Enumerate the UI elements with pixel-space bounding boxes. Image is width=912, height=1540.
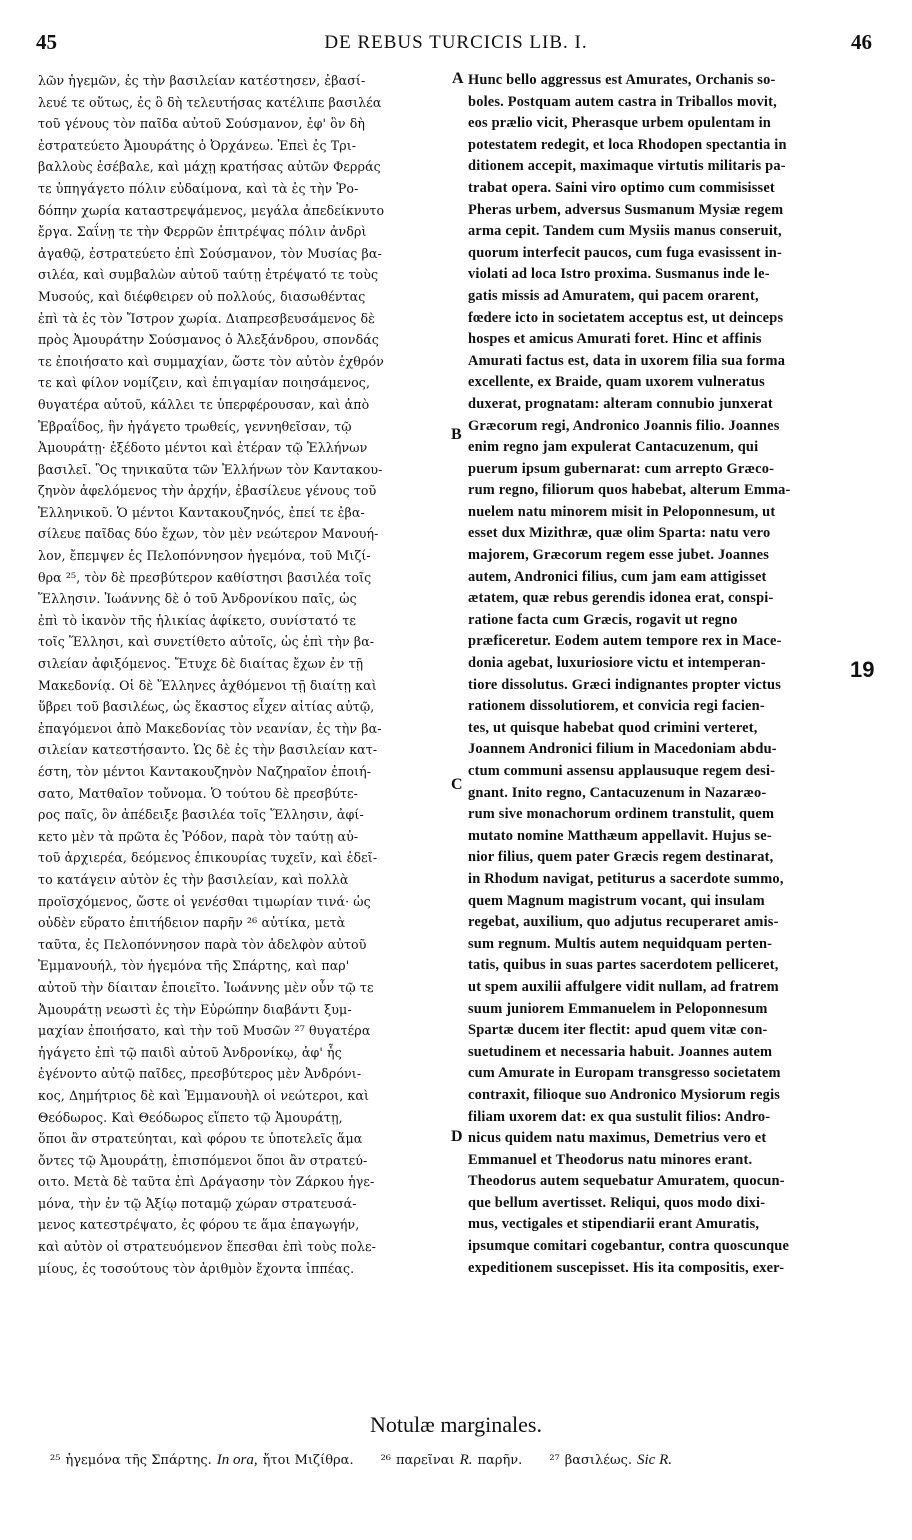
greek-text-line: θυγατέρα αὐτοῦ, κάλλει τε ὑπερφέρουσαν, καὶ ἀπὸ (38, 396, 370, 412)
latin-text-line: fœdere icto in societatem acceptus est, ut deinceps (468, 309, 784, 326)
greek-text-line: Ἑλληνικοῦ. Ὁ μέντοι Καντακουζηνός, ἐπεί τε ἐβα- (38, 504, 365, 520)
note-entry (381, 1453, 528, 1468)
greek-text-line: σίλευε παῖδας δύο ἔχων, τὸν μὲν νεώτερον Μανουή- (38, 526, 379, 542)
greek-text-line: ἔργα. Σαΐνῃ τε τὴν Φερρῶν ἐπιτρέψας πόλιν ἀνδρὶ (38, 224, 367, 240)
greek-text-line: δόπην χωρία καταστρεψάμενος, μεγάλα ἀπεδείκνυτο (38, 202, 385, 218)
greek-text-line: ρος παῖς, ὃν ἀπέδειξε βασιλέα τοῖς Ἕλλησιν, ἀφί- (38, 807, 364, 823)
greek-text-column (38, 70, 450, 1279)
latin-text-line: tes, ut quisque habebat quod crimini verteret, (468, 719, 758, 736)
greek-text-line: ἐγένοντο αὐτῷ παῖδες, πρεσβύτερος μὲν Ἀνδρόνι- (38, 1066, 362, 1082)
latin-text-line: rationem dissolutiorem, et convicia regi facien- (468, 698, 765, 715)
latin-text-column (468, 70, 880, 1279)
notes-title: Notulæ marginales. (370, 1412, 542, 1437)
latin-text-line: ipsumque comitari cogebantur, contra quoscunque (468, 1238, 790, 1255)
note-greek-text: βασιλέως. (564, 1453, 633, 1468)
note-entry (50, 1453, 359, 1468)
greek-text-line: έστη, τὸν μέντοι Καντακουζηνὸν Ναζηραῖον ἐποιή- (38, 764, 372, 779)
latin-text-line: puerum ipsum gubernarat: cum arrepto Græco- (468, 460, 775, 477)
latin-text-line: contraxit, filioque suo Andronico Mysiorum regis (468, 1086, 781, 1103)
latin-text-line: donia agebat, luxuriosiore victu et intemperan- (468, 655, 766, 672)
greek-text-line: ἐπὶ τὸ ἱκανὸν τῆς ἡλικίας ἀφίκετο, συνίστατό τε (38, 612, 357, 628)
latin-text-line: ut spem auxilii affulgere vidit nullam, ad fratrem (468, 978, 779, 995)
latin-text-line: in Rhodum navigat, petiturus a sacerdote summo, (468, 870, 784, 887)
marginal-notes (50, 1452, 892, 1469)
latin-text-line: Spartæ ducem iter flectit: apud quem vitæ con- (468, 1022, 768, 1039)
greek-text-line: τοῦ ἀρχιερέα, δεόμενος ἐπικουρίας τυχεῖν, καὶ ἐδεῖ- (38, 850, 378, 866)
greek-text-line: λῶν ἡγεμῶν, ἐς τὴν βασιλείαν κατέστησεν, ἐβασί- (38, 73, 366, 88)
latin-text-line: violati ad loca Istro proxima. Susmanus inde le- (468, 266, 770, 283)
latin-text-line: gnant. Inito regno, Cantacuzenum in Nazaræo- (468, 784, 767, 801)
latin-text-line: majorem, Græcorum regem esse jubet. Joannes (468, 547, 770, 564)
greek-text-line: τοῦ γένους τὸν παῖδα αὐτοῦ Σούσμανον, ἐφ' ὃν δὴ (38, 116, 366, 132)
running-header (30, 30, 882, 60)
greek-text-line: μόνα, τὴν ἐν τῷ Ἀξίῳ ποταμῷ χώραν στρατευσά- (38, 1195, 357, 1211)
latin-text-line: rum regno, filiorum quos habebat, alterum Emma- (468, 482, 791, 499)
note-number: ²⁵ (50, 1453, 61, 1468)
greek-text-line: καὶ αὐτὸν οἱ στρατευόμενον ἕπεσθαι ἐπὶ τοὺς πολε- (38, 1239, 376, 1255)
greek-text-line: σιλείαν κατεστήσαντο. Ὡς δὲ ἐς τὴν βασιλείαν κατ- (38, 742, 378, 758)
greek-text-line: τε ὑπηγάγετο πόλιν εὐδαίμονα, καὶ τὰ ἐς τὴν Ῥο- (38, 180, 359, 196)
latin-text-line: boles. Postquam autem castra in Triballos movit, (468, 93, 777, 110)
greek-text-line: Μυσούς, καὶ διέφθειρεν οὐ πολλούς, διασωθέντας (38, 288, 366, 304)
greek-text-line: οιτο. Μετὰ δὲ ταῦτα ἐπὶ Δράγασην τὸν Ζάρκου ἡγε- (38, 1174, 375, 1190)
latin-text-line: præficeretur. Eodem autem tempore rex in Mace- (468, 633, 782, 650)
page-number-right: 46 (851, 30, 872, 54)
latin-text-line: nicus quidem natu maximus, Demetrius vero et (468, 1130, 767, 1147)
latin-text-line: Græcorum regi, Andronico Joannis filio. Joannes (468, 417, 780, 434)
margin-letter-b: B (451, 426, 462, 443)
greek-text-line: Θεόδωρος. Καὶ Θεόδωρος εἵπετο τῷ Ἀμουράτῃ, (38, 1109, 343, 1125)
greek-text-line: ὅποι ἂν στρατεύηται, καὶ φόρου τε ὑποτελεῖς ἅμα (38, 1131, 363, 1147)
greek-text-line: ὄντες τῷ Ἀμουράτῃ, ἑπισπόμενοι ὅποι ἂν στρατεύ- (38, 1152, 368, 1168)
latin-text-line: nior filius, quem pater Græcis regem destinarat, (468, 849, 774, 866)
note-latin-text: In ora, (216, 1452, 258, 1468)
side-page-reference: 19 (850, 657, 875, 682)
latin-text-line: esset dux Mizithræ, quæ olim Sparta: natu vero (468, 525, 771, 542)
greek-text-line: ἐπὶ τὰ ἐς τὸν Ἴστρον χωρία. Διαπρεσβευσάμενος δὲ (38, 310, 376, 326)
latin-text-line: rum sive monachorum ordinem transtulit, quem (468, 806, 775, 823)
latin-text-line: nuelem natu minorem misit in Peloponnesum, ut (468, 503, 776, 520)
greek-text-line: μαχίαν ἐποιήσατο, καὶ τὴν τοῦ Μυσῶν ²⁷ θυγατέρα (38, 1023, 371, 1039)
latin-text-line: duxerat, prognatam: alteram connubio junxerat (468, 395, 773, 412)
latin-text-line: mus, vectigales et stipendiarii erant Amuratis, (468, 1216, 760, 1233)
latin-text-line: quem Magnum magistrum vocant, qui insulam (468, 892, 765, 909)
greek-text-line: βαλλοὺς ἐσέβαλε, καὶ μάχῃ κρατήσας αὐτῶν Φερράς (38, 159, 381, 175)
note-entry (549, 1453, 682, 1468)
note-greek-text: παρεῖναι (396, 1453, 455, 1468)
latin-text-line: regebat, auxilium, quo adjutus recuperaret amis- (468, 914, 779, 931)
page-number-left: 45 (36, 30, 57, 54)
note-greek-reading: ἤτοι Μιζίθρα. (262, 1453, 354, 1468)
greek-text-line: Ἐμμανουήλ, τὸν ἡγεμόνα τῆς Σπάρτης, καὶ παρ' (38, 958, 350, 974)
greek-text-line: σιλείαν ἀφιξόμενος. Ἔτυχε δὲ διαίτας ἔχων ἐν τῇ (38, 656, 364, 672)
greek-text-line: Ἕλλησιν. Ἰωάννης δὲ ὁ τοῦ Ἀνδρονίκου παῖς, ὡς (38, 591, 357, 607)
greek-text-line: λον, ἔπεμψεν ἐς Πελοπόννησον ἡγεμόνα, τοῦ Μιζί- (38, 548, 371, 564)
greek-text-line: ζηνὸν ἀφελόμενος τὴν ἀρχήν, ἐβασίλευε γένους τοῦ (38, 483, 377, 499)
note-latin-text: R. (459, 1452, 473, 1468)
latin-text-line: Theodorus autem sequebatur Amuratem, quocun- (468, 1173, 785, 1190)
latin-text-line: hospes et amicus Amurati foret. Hinc et affinis (468, 331, 762, 348)
greek-text-line: Ἀμουράτῃ· ἐξέδοτο μέντοι καὶ ἑτέραν τῷ Ἑλλήνων (38, 440, 368, 456)
greek-text-line: τε καὶ φίλον νομίζειν, καὶ ἐπιγαμίαν ποιησάμενος, (38, 375, 371, 391)
greek-text-line: κετο μὲν τὰ πρῶτα ἐς Ῥόδον, παρὰ τὸν ταύτῃ αὐ- (38, 828, 359, 844)
latin-text-line: filiam uxorem dat: ex qua sustulit filios: Andro- (468, 1108, 771, 1125)
latin-text-line: ratione facta cum Græcis, rogavit ut regno (468, 611, 738, 628)
margin-letter-d: D (451, 1128, 463, 1145)
greek-text-line: τοῖς Ἕλλησι, καὶ συνετίθετο αὐτοῖς, ὡς ἐπὶ τὴν βα- (38, 634, 375, 650)
latin-text-line: tatis, quibus in suas partes sacerdotem pelliceret, (468, 957, 779, 974)
note-latin-text: Sic R. (637, 1452, 673, 1468)
latin-text-line: mutato nomine Matthæum appellavit. Hujus se- (468, 827, 772, 844)
note-number: ²⁷ (549, 1453, 560, 1468)
latin-text-line: enim regno jam expulerat Cantacuzenum, qui (468, 439, 759, 456)
greek-text-line: οὐδὲν εὕρατο ἐπιτήδειον παρῆν ²⁶ αὐτίκα, μετὰ (38, 915, 346, 931)
latin-text-line: Joannem Andronici filium in Macedoniam abdu- (468, 741, 777, 758)
greek-text-line: Ἐβραΐδος, ἣν ἠγάγετο τρωθείς, γεννηθεῖσαν, τῷ (38, 418, 352, 434)
latin-text-line: cum Amurate in Europam transgresso societatem (468, 1065, 781, 1082)
latin-text-line: sum regnum. Multis autem nequidquam perten- (468, 935, 773, 952)
latin-text-line: potestatem redegit, et loca Rhodopen spectantia in (468, 136, 787, 153)
latin-text-line: expeditionem suscepisset. His ita compositis, exer- (468, 1259, 785, 1276)
latin-text-line: arma cepit. Tandem cum Mysiis manus conseruit, (468, 223, 782, 240)
latin-text-line: gatis missis ad Amuratem, qui pacem orarent, (468, 287, 759, 304)
latin-text-line: ctum communi assensu applausuque regem desi- (468, 763, 776, 779)
latin-text-line: Emmanuel et Theodorus natu minores erant. (468, 1151, 753, 1168)
greek-text-line: μενος κατεστρέψατο, ἐς φόρου τε ἅμα ἐπαγωγήν, (38, 1217, 360, 1233)
latin-text-line: trabat opera. Saini viro optimo cum commisisset (468, 179, 775, 196)
latin-text-line: Pheras urbem, adversus Susmanum Mysiæ regem (468, 201, 784, 218)
greek-text-line: ἀγαθῷ, ἐστρατεύετο ἐπὶ Σούσμανον, τὸν Μυσίας βα- (38, 245, 382, 261)
latin-text-line: suum juniorem Emmanuelem in Peloponnesum (468, 1000, 768, 1017)
greek-text-line: βασιλεῖ. Ὃς τηνικαῦτα τῶν Ἑλλήνων τὸν Καντακου- (38, 461, 383, 477)
margin-letter-c: C (451, 776, 463, 793)
latin-text-line: quorum interfecit paucos, cum fuga evasissent in- (468, 244, 782, 261)
latin-text-line: excellente, ex Braide, quam uxorem vulneratus (468, 374, 765, 391)
greek-text-line: το κατάγειν αὐτὸν ἐς τὴν βασιλείαν, καὶ πολλὰ (38, 871, 349, 887)
latin-text-line: ditionem accepit, maximaque virtutis militaris pa- (468, 158, 786, 175)
running-title: DE REBUS TURCICIS LIB. I. (324, 32, 588, 53)
note-number: ²⁶ (380, 1453, 392, 1468)
latin-text-line: Hunc bello aggressus est Amurates, Orchanis so- (468, 72, 776, 88)
latin-text-line: que bellum avertisset. Reliqui, quos modo dixi- (468, 1194, 766, 1211)
greek-text-line: προϊσχόμενος, ὥστε οἱ γενέσθαι τιμωρίαν τινά· ὡς (38, 893, 371, 909)
greek-text-line: ἐπαγόμενοι ἀπὸ Μακεδονίας τὸν νεανίαν, ἐς τὴν βα- (38, 720, 382, 736)
latin-text-line: tiore dissolutus. Græci indignantes propter victus (468, 676, 782, 693)
greek-text-line: Μακεδονίᾳ. Οἱ δὲ Ἕλληνες ἀχθόμενοι τῇ διαίτῃ καὶ (38, 677, 377, 693)
margin-letter-a: A (452, 70, 464, 87)
greek-text-line: θρα ²⁵, τὸν δὲ πρεσβύτερον καθίστησι βασιλέα τοῖς (38, 569, 372, 585)
greek-text-line: μίους, ἐς τοσούτους τὸν ἀριθμὸν ἔχοντα ἱππέας. (38, 1260, 355, 1276)
greek-text-line: λευέ τε οὕτως, ἐς ὃ δὴ τελευτήσας κατέλιπε βασιλέα (38, 94, 382, 110)
greek-text-line: σιλέα, καὶ συμβαλὼν αὐτοῦ ταύτῃ ἐτρέψατό τε τοὺς (38, 267, 379, 283)
greek-text-line: τε ἐποιήσατο καὶ συμμαχίαν, ὥστε τὸν αὐτὸν ἐχθρόν (38, 353, 384, 369)
note-greek-text: ἡγεμόνα τῆς Σπάρτης. (65, 1453, 212, 1468)
greek-text-line: κος, Δημήτριος δὲ καὶ Ἐμμανουὴλ οἱ νεώτεροι, καὶ (38, 1087, 370, 1103)
greek-text-line: ὕβρει τοῦ βασιλέως, ὡς ἕκαστος εἶχεν αἰτίας αὐτῷ, (38, 699, 375, 715)
note-greek-reading: παρῆν. (477, 1453, 523, 1468)
latin-text-line: ætatem, quæ rebus gerendis idonea erat, conspi- (468, 590, 774, 607)
latin-text-line: autem, Andronici filius, cum jam eam attigisset (468, 568, 767, 585)
greek-text-line: ἐστρατεύετο Ἀμουράτης ὁ Ὀρχάνεω. Ἐπεὶ ἐς Τρι- (38, 137, 357, 153)
greek-text-line: ταῦτα, ἐς Πελοπόννησον παρὰ τὸν ἀδελφὸν αὐτοῦ (38, 936, 367, 952)
latin-text-line: Amurati factus est, data in uxorem filia sua forma (468, 352, 786, 369)
latin-text-line: suetudinem et necessaria habuit. Joannes autem (468, 1043, 773, 1060)
latin-text-line: eos prælio vicit, Pherasque urbem opulentam in (468, 115, 772, 132)
greek-text-line: Ἀμουράτῃ νεωστὶ ἐς τὴν Εὐρώπην διαβάντι ξυμ- (38, 1001, 352, 1017)
greek-text-line: σατο, Ματθαῖον τοὔνομα. Ὁ τούτου δὲ πρεσβύτε- (38, 785, 358, 801)
greek-text-line: αὐτοῦ τὴν δίαιταν ἐποιεῖτο. Ἰωάννης μὲν οὖν τῷ τε (38, 979, 374, 995)
greek-text-line: ἠγάγετο ἐπὶ τῷ παιδὶ αὐτοῦ Ἀνδρονίκῳ, ἀφ' ἧς (38, 1044, 342, 1060)
greek-text-line: πρὸς Ἀμουράτην Σούσμανος ὁ Ἀλεξάνδρου, σπονδάς (38, 332, 380, 348)
